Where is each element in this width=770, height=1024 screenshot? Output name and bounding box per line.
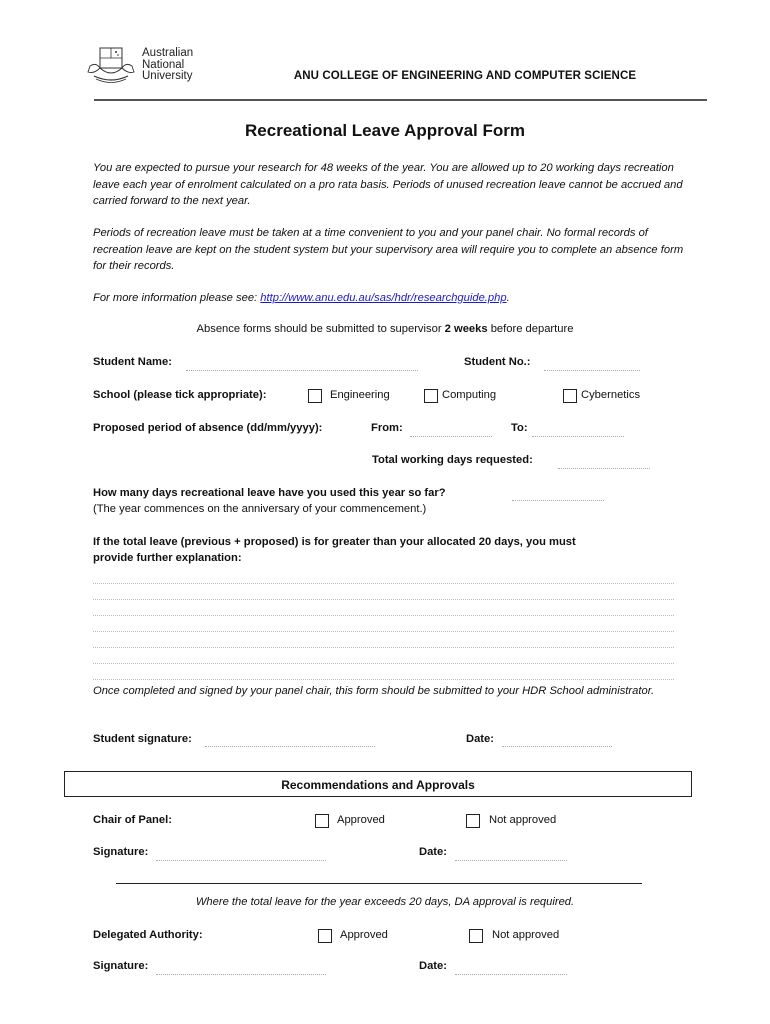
used-days-question: How many days recreational leave have you used this year so far? xyxy=(93,487,446,499)
from-date-field[interactable] xyxy=(410,436,492,437)
explanation-line[interactable] xyxy=(93,679,674,680)
computing-label: Computing xyxy=(442,389,497,401)
explanation-line[interactable] xyxy=(93,647,674,648)
form-title: Recreational Leave Approval Form xyxy=(245,121,525,140)
absence-note xyxy=(0,323,770,335)
da-date-field[interactable] xyxy=(455,974,567,975)
computing-checkbox[interactable] xyxy=(424,389,438,403)
anu-logo xyxy=(86,46,206,90)
logo-line-1: Australian xyxy=(142,47,194,59)
chair-signature-label: Signature: xyxy=(93,846,149,858)
total-days-label: Total working days requested: xyxy=(372,454,533,466)
completed-note: Once completed and signed by your panel chair, this form should be submitted to your HDR School administrator. xyxy=(93,685,655,697)
student-name-field[interactable] xyxy=(186,370,418,371)
logo-line-2: National xyxy=(142,58,185,71)
chair-date-label: Date: xyxy=(419,846,447,858)
student-number-field[interactable] xyxy=(544,370,640,371)
da-approved-label: Approved xyxy=(340,929,388,941)
header-rule xyxy=(94,99,707,101)
da-note: Where the total leave for the year exceeds 20 days, DA approval is required. xyxy=(195,896,575,908)
absence-note-post: before departure xyxy=(487,323,574,335)
logo-wordmark xyxy=(142,48,193,83)
da-label: Delegated Authority: xyxy=(93,929,203,941)
da-date-label: Date: xyxy=(419,960,447,972)
student-date-field[interactable] xyxy=(502,746,612,747)
explanation-line[interactable] xyxy=(93,599,674,600)
section-divider xyxy=(116,883,642,884)
da-approved-checkbox[interactable] xyxy=(318,929,332,943)
to-label: To: xyxy=(511,422,528,434)
more-info-line xyxy=(93,290,693,307)
explanation-line[interactable] xyxy=(93,615,674,616)
cybernetics-checkbox[interactable] xyxy=(563,389,577,403)
engineering-label: Engineering xyxy=(330,389,390,401)
anu-crest-icon xyxy=(86,46,138,86)
college-name: ANU COLLEGE OF ENGINEERING AND COMPUTER SCIENCE xyxy=(293,70,637,82)
chair-not-approved-checkbox[interactable] xyxy=(466,814,480,828)
used-days-note: (The year commences on the anniversary of your commencement.) xyxy=(93,503,427,515)
chair-approved-label: Approved xyxy=(337,814,385,826)
da-signature-field[interactable] xyxy=(156,974,326,975)
total-days-field[interactable] xyxy=(558,468,650,469)
research-guide-link[interactable]: http://www.anu.edu.au/sas/hdr/researchguide.php xyxy=(260,292,507,304)
school-label: School (please tick appropriate): xyxy=(93,389,267,401)
absence-note-pre: Absence forms should be submitted to supervisor xyxy=(196,323,445,335)
chair-not-approved-label: Not approved xyxy=(489,814,557,826)
to-date-field[interactable] xyxy=(532,436,624,437)
explanation-question-line-2: provide further explanation: xyxy=(93,552,242,564)
chair-label: Chair of Panel: xyxy=(93,814,172,826)
absence-note-bold: 2 weeks xyxy=(444,323,488,335)
approvals-heading: Recommendations and Approvals xyxy=(281,778,475,792)
explanation-line[interactable] xyxy=(93,583,674,584)
intro-paragraph-2: Periods of recreation leave must be taken at a time convenient to you and your panel chair. No formal records of recreation leave are kept on the student system but your supervisory area will require you to complete an absence form for their records. xyxy=(93,227,684,272)
explanation-question-line-1: If the total leave (previous + proposed) is for greater than your allocated 20 days, you must xyxy=(93,536,576,548)
student-name-label: Student Name: xyxy=(93,356,172,368)
chair-approved-checkbox[interactable] xyxy=(315,814,329,828)
da-not-approved-checkbox[interactable] xyxy=(469,929,483,943)
engineering-checkbox[interactable] xyxy=(308,389,322,403)
intro-paragraph-1: You are expected to pursue your research for 48 weeks of the year. You are allowed up to 20 working days recreation leave each year of enrolment calculated on a pro rata basis. Periods of unused recreation leave cannot be accrued and carried forward to the next year. xyxy=(93,162,683,207)
da-not-approved-label: Not approved xyxy=(492,929,560,941)
student-date-label: Date: xyxy=(466,733,494,745)
more-info-prefix: For more information please see: xyxy=(93,292,261,304)
da-signature-label: Signature: xyxy=(93,960,149,972)
cybernetics-label: Cybernetics xyxy=(581,389,641,401)
chair-date-field[interactable] xyxy=(455,860,567,861)
more-info-suffix: . xyxy=(506,292,510,304)
from-label: From: xyxy=(371,422,403,434)
used-days-field[interactable] xyxy=(512,500,604,501)
student-signature-label: Student signature: xyxy=(93,733,192,745)
chair-signature-field[interactable] xyxy=(156,860,326,861)
logo-line-3: University xyxy=(142,70,193,82)
period-label: Proposed period of absence (dd/mm/yyyy): xyxy=(93,422,323,434)
explanation-line[interactable] xyxy=(93,631,674,632)
explanation-line[interactable] xyxy=(93,663,674,664)
student-number-label: Student No.: xyxy=(464,356,531,368)
student-signature-field[interactable] xyxy=(205,746,375,747)
